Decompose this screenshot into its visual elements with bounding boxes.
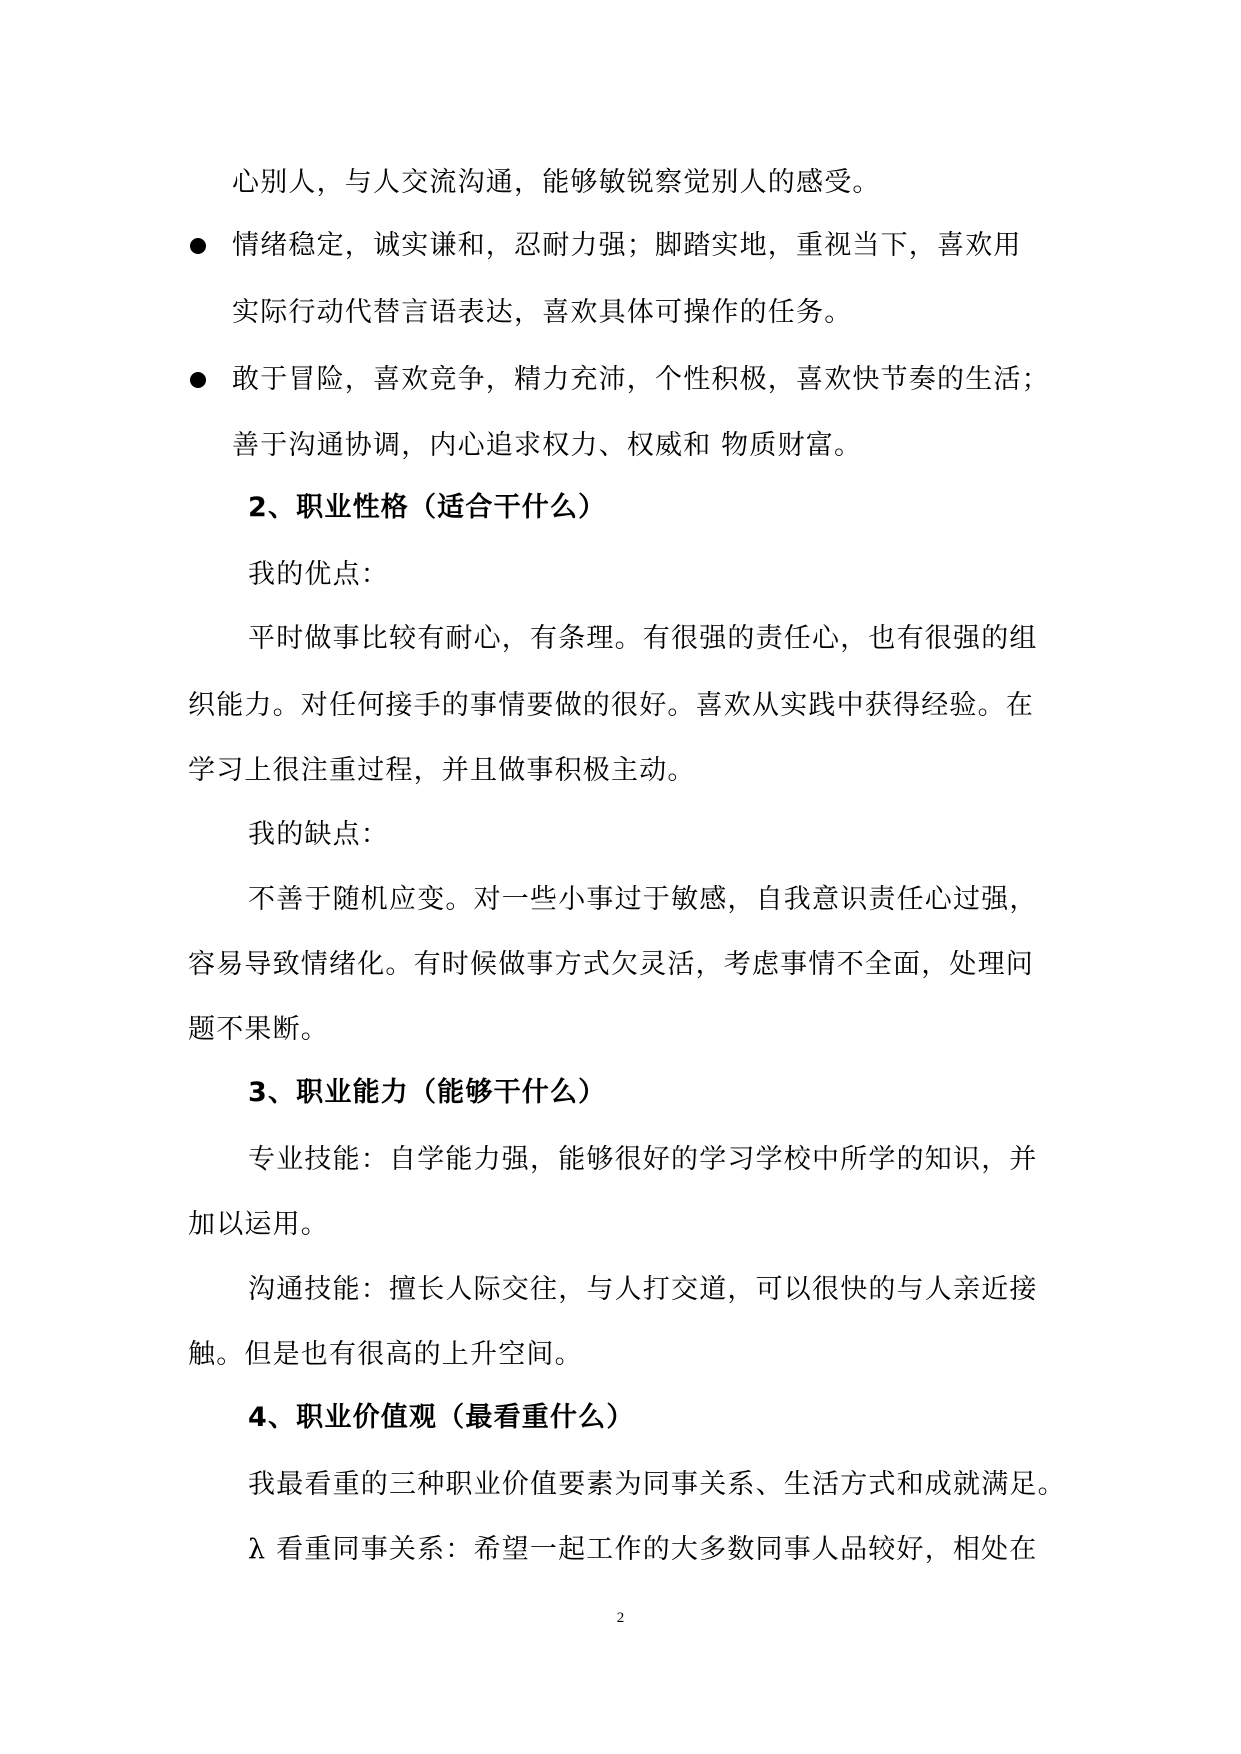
- paragraph-line: 加以运用。: [188, 1209, 329, 1240]
- bullet-line: 敢于冒险，喜欢竞争，精力充沛，个性积极，喜欢快节奏的生活；: [232, 364, 1050, 395]
- page-number: 2: [616, 1610, 625, 1626]
- paragraph-line: 不善于随机应变。对一些小事过于敏感，自我意识责任心过强，: [248, 884, 1038, 915]
- paragraph-line: λ 看重同事关系：希望一起工作的大多数同事人品较好，相处在: [248, 1534, 1038, 1565]
- section-heading: 4、职业价值观（最看重什么）: [248, 1402, 635, 1433]
- paragraph-line: 学习上很注重过程，并且做事积极主动。: [188, 755, 696, 786]
- paragraph-line: 题不果断。: [188, 1014, 329, 1045]
- paragraph-line: 沟通技能：擅长人际交往，与人打交道，可以很快的与人亲近接: [248, 1274, 1038, 1305]
- bullet-continuation-line: 实际行动代替言语表达，喜欢具体可操作的任务。: [232, 297, 853, 328]
- paragraph-line: 触。但是也有很高的上升空间。: [188, 1339, 583, 1370]
- bullet-icon: [190, 372, 206, 388]
- paragraph-line: 容易导致情绪化。有时候做事方式欠灵活，考虑事情不全面，处理问: [188, 949, 1034, 980]
- paragraph-line: 平时做事比较有耐心，有条理。有很强的责任心，也有很强的组: [248, 623, 1038, 654]
- paragraph-line: 我最看重的三种职业价值要素为同事关系、生活方式和成就满足。: [248, 1469, 1066, 1500]
- paragraph-line: 我的优点：: [248, 559, 389, 590]
- section-heading: 3、职业能力（能够干什么）: [248, 1077, 607, 1108]
- paragraph-line: 专业技能：自学能力强，能够很好的学习学校中所学的知识，并: [248, 1144, 1038, 1175]
- paragraph-line: 心别人，与人交流沟通，能够敏锐察觉别人的感受。: [232, 167, 881, 198]
- bullet-line: 情绪稳定，诚实谦和，忍耐力强；脚踏实地，重视当下，喜欢用: [232, 230, 1022, 261]
- bullet-continuation-line: 善于沟通协调，内心追求权力、权威和 物质财富。: [232, 430, 863, 461]
- bullet-icon: [190, 238, 206, 254]
- paragraph-line: 织能力。对任何接手的事情要做的很好。喜欢从实践中获得经验。在: [188, 690, 1034, 721]
- section-heading: 2、职业性格（适合干什么）: [248, 492, 607, 523]
- paragraph-line: 我的缺点：: [248, 819, 389, 850]
